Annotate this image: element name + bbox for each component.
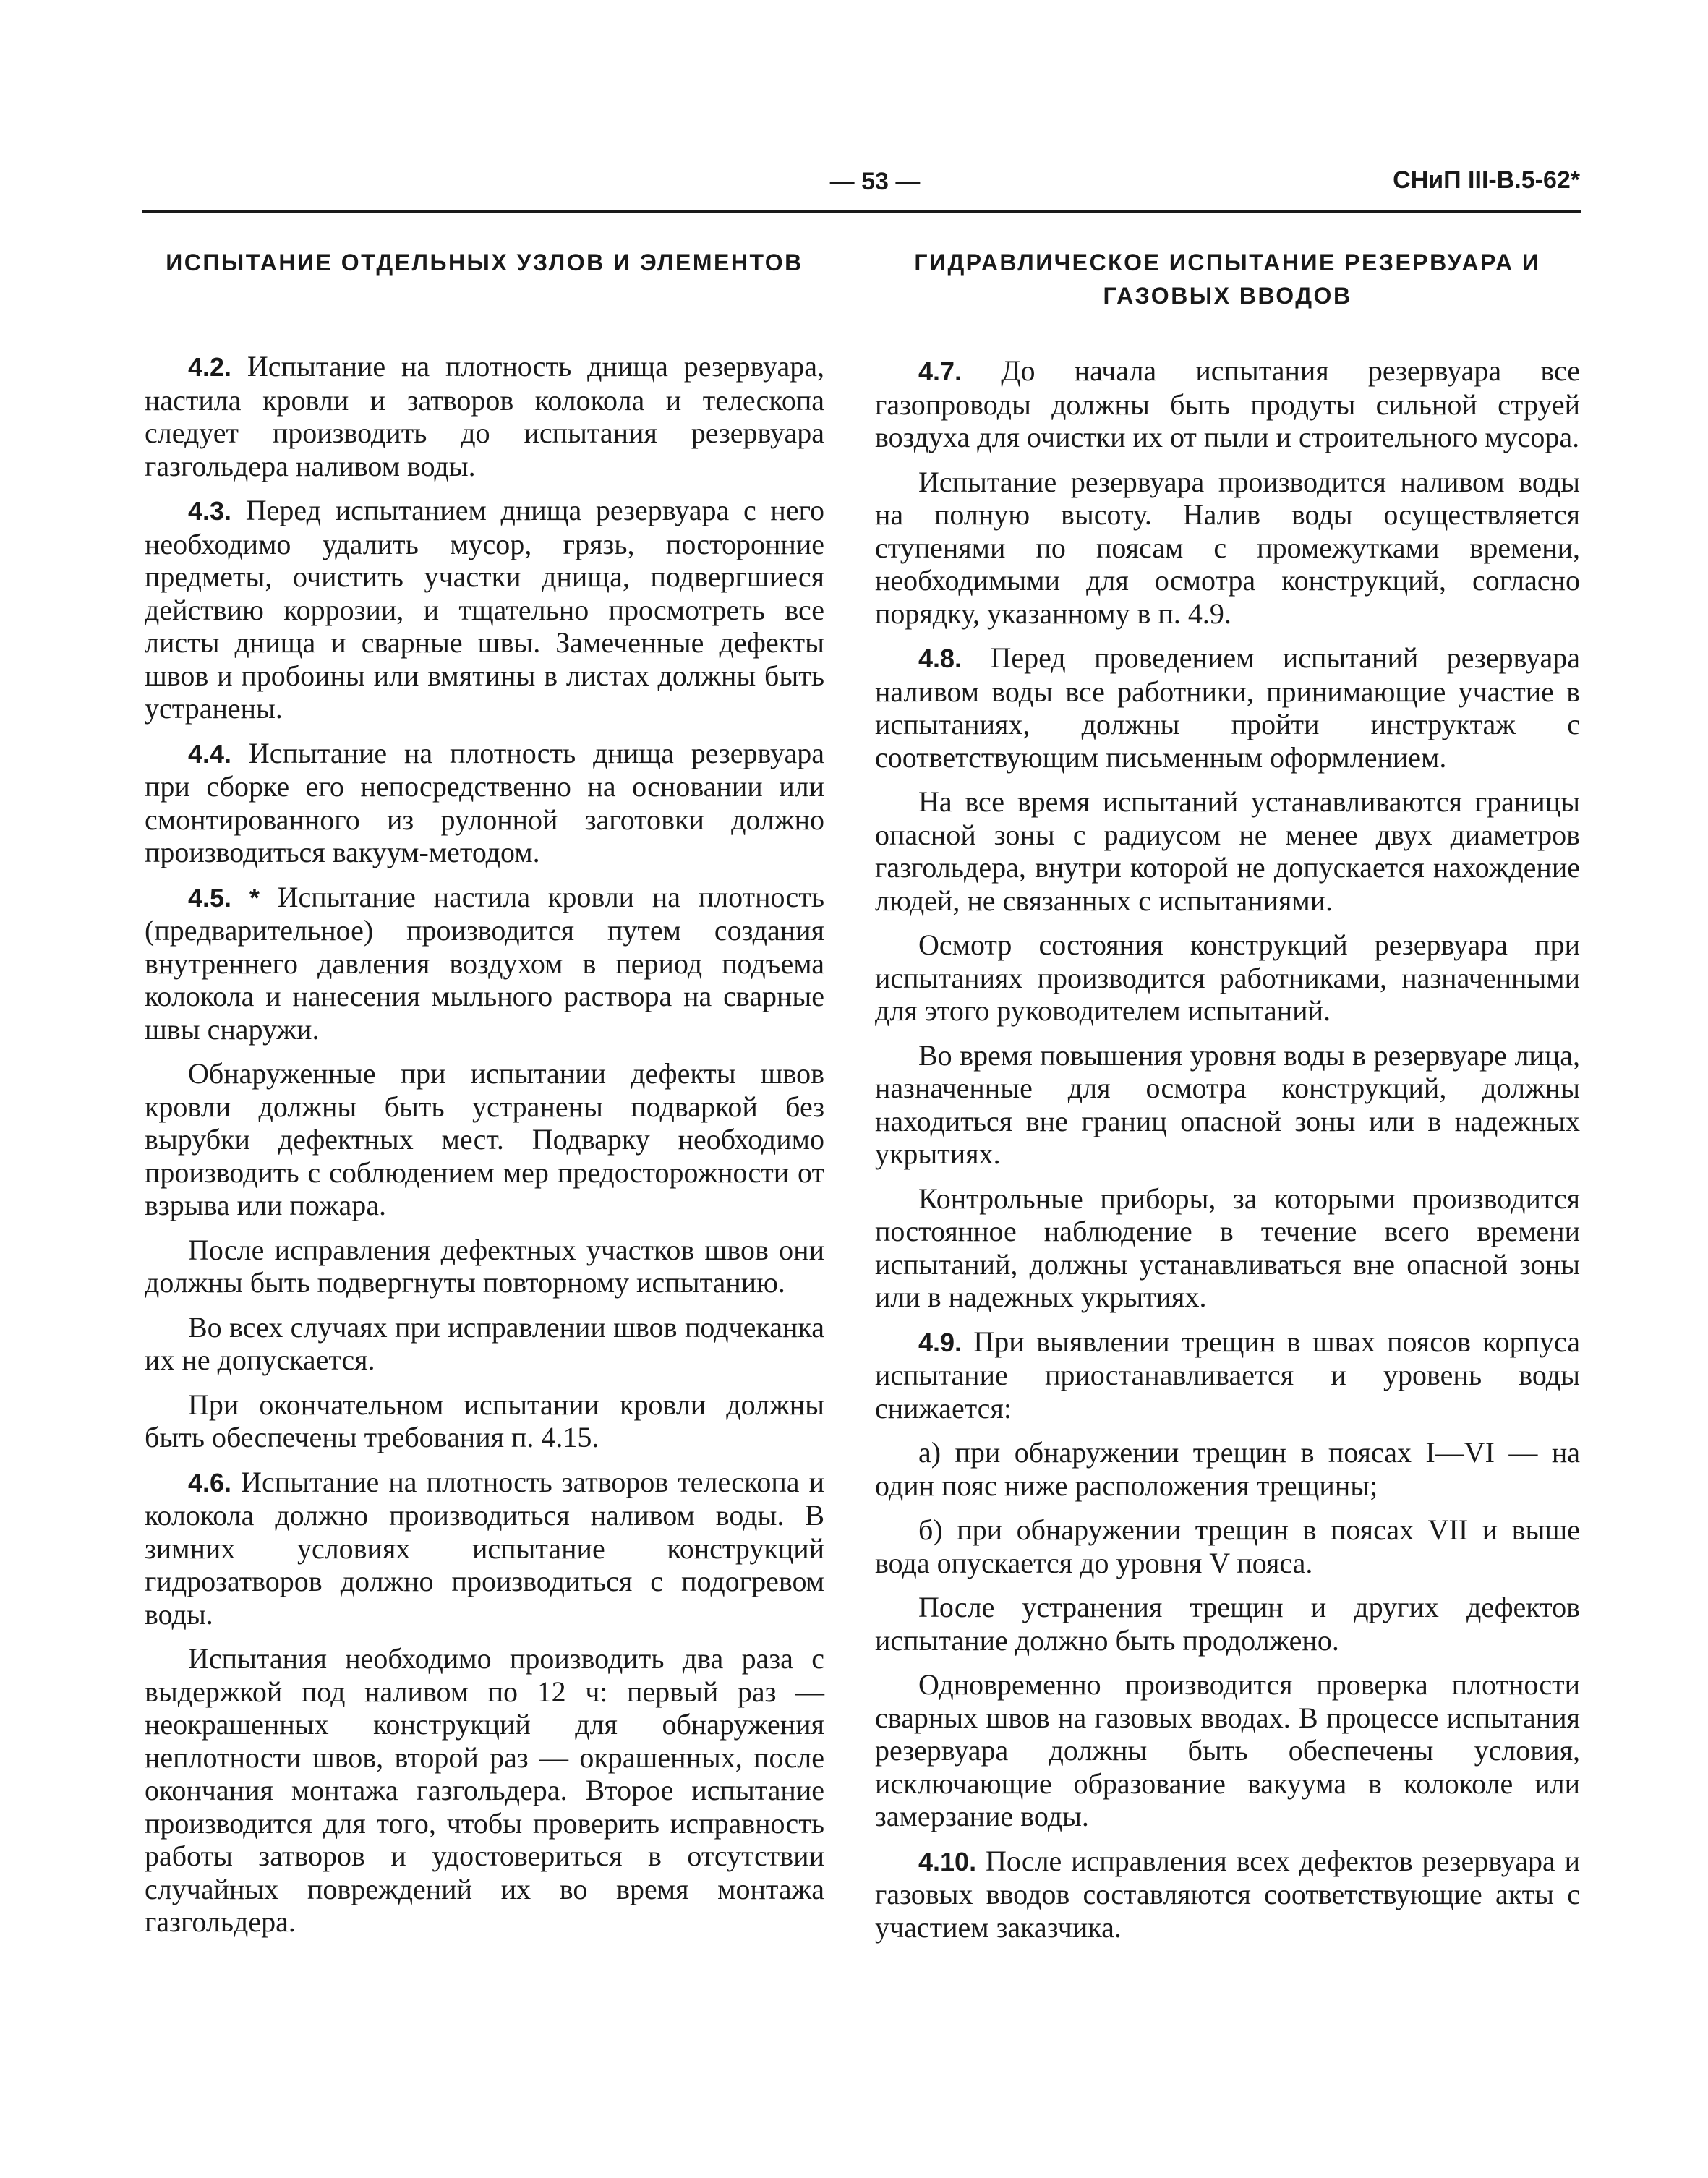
paragraph-text: Испытание на плотность днища резервуара, настила кровли и затворов колокола и телескопа следует производить до испытания резервуара газгольдера наливом воды. <box>145 350 824 482</box>
paragraph-text: Во всех случаях при исправлении швов подчеканка их не допускается. <box>145 1310 824 1376</box>
paragraph-text: Во время повышения уровня воды в резервуаре лица, назначенные для осмотра конструкций, должны находиться вне границ опасной зоны или в надежных укрытиях. <box>875 1038 1580 1170</box>
paragraph-text: б) при обнаружении трещин в поясах VII и выше вода опускается до уровня V пояса. <box>875 1513 1580 1579</box>
paragraph-text: Испытание настила кровли на плотность (предварительное) производится путем создания внутреннего давления воздухом в период подъема колокола и нанесения мыльного раствора на сварные швы снаружи. <box>145 880 824 1046</box>
paragraph-text: Испытание на плотность днища резервуара при сборке его непосредственно на основании или смонтированного из рулонной заготовки должно производиться вакуум-методом. <box>145 736 824 868</box>
right-paragraphs <box>875 354 1580 1944</box>
paragraph <box>875 928 1580 1028</box>
paragraph <box>875 354 1580 454</box>
paragraph <box>145 494 824 725</box>
clause-number: 4.4. <box>188 738 232 769</box>
section-heading-left: ИСПЫТАНИЕ ОТДЕЛЬНЫХ УЗЛОВ И ЭЛЕМЕНТОВ <box>166 249 803 276</box>
paragraph-text: Одновременно производится проверка плотности сварных швов на газовых вводах. В процессе испытания резервуара должны быть обеспечены условия, исключающие образование вакуума в колоколе или замерзание воды. <box>875 1668 1580 1832</box>
paragraph <box>875 1513 1580 1579</box>
paragraph-text: На все время испытаний устанавливаются границы опасной зоны с радиусом не менее двух диаметров газгольдера, внутри которой не допускается нахождение людей, не связанных с испытаниями. <box>875 785 1580 917</box>
clause-number: 4.2. <box>188 352 232 382</box>
paragraph-text: При окончательном испытании кровли должны быть обеспечены требования п. 4.15. <box>145 1388 824 1453</box>
paragraph-text: а) при обнаружении трещин в поясах I—VI — на один пояс ниже расположения трещины; <box>875 1436 1580 1502</box>
paragraph <box>145 1466 824 1631</box>
clause-number: 4.9. <box>918 1327 962 1357</box>
paragraph-text: Испытание на плотность затворов телескопа и колокола должно производиться наливом воды. В зимних условиях испытание конструкций гидрозатворов должно производиться с подогревом воды. <box>145 1465 825 1631</box>
right-column <box>875 246 1580 1955</box>
paragraph <box>145 737 824 869</box>
clause-number: 4.3. <box>188 496 232 526</box>
paragraph <box>145 350 824 482</box>
paragraph <box>145 1234 824 1299</box>
clause-number: 4.5. * <box>188 882 260 913</box>
paragraph <box>875 1591 1580 1657</box>
document-code: СНиП III-В.5-62* <box>1393 166 1580 194</box>
paragraph <box>875 1039 1580 1171</box>
paragraph <box>145 881 824 1046</box>
paragraph-text: Контрольные приборы, за которыми производится постоянное наблюдение в течение всего времени испытаний, должны устанавливаться вне опасной зоны или в надежных укрытиях. <box>875 1182 1580 1313</box>
clause-number: 4.10. <box>918 1846 977 1876</box>
paragraph <box>875 1436 1580 1502</box>
paragraph <box>875 785 1580 917</box>
paragraph <box>145 1388 824 1454</box>
header-rule <box>142 210 1581 213</box>
paragraph-text: Обнаруженные при испытании дефекты швов кровли должны быть устранены подваркой без вырубки дефектных мест. Подварку необходимо производить с соблюдением мер предосторожности от взрыва или пожара. <box>145 1057 824 1221</box>
paragraph <box>145 1311 824 1377</box>
paragraph-text: Перед проведением испытаний резервуара наливом воды все работники, принимающие участие в испытаниях, должны пройти инструктаж с соответствующим письменным оформлением. <box>875 641 1581 774</box>
paragraph <box>875 1182 1580 1314</box>
paragraph-text: Испытания необходимо производить два раза с выдержкой под наливом по 12 ч: первый раз — неокрашенных конструкций для обнаружения неплотности швов, второй раз — окрашенных, после окончания монтажа газгольдера. Второе испытание производится для того, чтобы проверить исправность работы затворов и удостовериться в отсутствии случайных повреждений их во время монтажа газгольдера. <box>145 1642 824 1938</box>
page-number: — 53 — <box>829 168 921 195</box>
paragraph <box>145 1057 824 1222</box>
paragraph-text: После исправления дефектных участков швов они должны быть подвергнуты повторному испытанию. <box>145 1233 824 1299</box>
paragraph-text: Перед испытанием днища резервуара с него необходимо удалить мусор, грязь, посторонние предметы, очистить участки днища, подвергшиеся действию коррозии, и тщательно просмотреть все листы днища и сварные швы. Замеченные дефекты швов и пробоины или вмятины в листах должны быть устранены. <box>145 494 825 725</box>
clause-number: 4.6. <box>188 1467 232 1498</box>
paragraph <box>875 641 1580 774</box>
paragraph <box>145 1642 824 1939</box>
clause-number: 4.7. <box>918 356 962 386</box>
clause-number: 4.8. <box>918 644 962 673</box>
paragraph <box>875 1325 1580 1425</box>
section-heading-right: ГИДРАВЛИЧЕСКОЕ ИСПЫТАНИЕ РЕЗЕРВУАРА И ГАЗОВЫХ ВВОДОВ <box>914 249 1541 309</box>
paragraph-text: После исправления всех дефектов резервуара и газовых вводов составляются соответствующие акты с участием заказчика. <box>875 1844 1581 1944</box>
paragraph-text: При выявлении трещин в швах поясов корпуса испытание приостанавливается и уровень воды снижается: <box>875 1325 1581 1425</box>
paragraph-text: Осмотр состояния конструкций резервуара при испытаниях производится работниками, назначенными для этого руководителем испытаний. <box>875 928 1580 1027</box>
left-paragraphs <box>145 350 824 1939</box>
paragraph <box>875 1845 1580 1944</box>
paragraph <box>875 1668 1580 1833</box>
paragraph <box>875 466 1580 631</box>
left-column <box>145 246 824 1950</box>
paragraph-text: До начала испытания резервуара все газопроводы должны быть продуты сильной струей воздуха для очистки их от пыли и строительного мусора. <box>875 354 1580 453</box>
paragraph-text: После устранения трещин и других дефектов испытание должно быть продолжено. <box>875 1591 1580 1657</box>
paragraph-text: Испытание резервуара производится наливом воды на полную высоту. Налив воды осуществляется ступенями по поясам с промежутками времени, необходимыми для осмотра конструкций, согласно порядку, указанному в п. 4.9. <box>875 465 1580 630</box>
